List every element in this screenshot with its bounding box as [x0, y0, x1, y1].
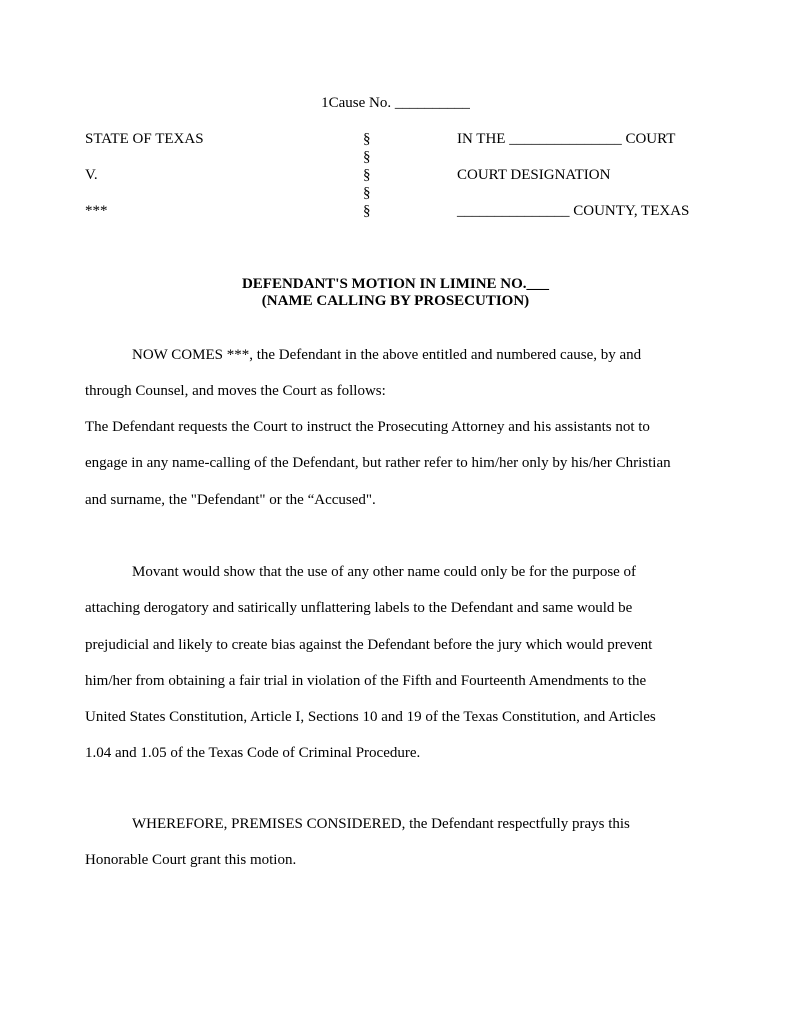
section-mark: § — [363, 149, 371, 165]
paragraph-line: NOW COMES ***, the Defendant in the above entitled and numbered cause, by and — [132, 347, 642, 363]
caption-blank — [85, 148, 325, 166]
paragraph-line: United States Constitution, Article I, Sections 10 and 19 of the Texas Constitution, and Articles — [85, 709, 656, 726]
section-mark: § — [363, 203, 371, 219]
cause-number: 1Cause No. __________ — [321, 95, 470, 111]
paragraph-request — [85, 409, 710, 518]
paragraph-line: prejudicial and likely to create bias against the Defendant before the jury which would prevent — [85, 636, 653, 653]
caption-section-marks — [363, 130, 383, 220]
case-caption — [85, 130, 725, 230]
paragraph-now-comes — [85, 337, 710, 410]
section-mark: § — [363, 167, 371, 183]
caption-state: STATE OF TEXAS — [85, 131, 204, 147]
caption-court-designation: COURT DESIGNATION — [457, 167, 611, 183]
motion-title-line1: DEFENDANT'S MOTION IN LIMINE NO.___ — [241, 276, 550, 292]
caption-county: _______________ COUNTY, TEXAS — [457, 203, 690, 219]
paragraph-line: WHEREFORE, PREMISES CONSIDERED, the Defendant respectfully prays this — [132, 816, 630, 832]
section-mark: § — [363, 185, 371, 201]
paragraph-wherefore — [85, 806, 710, 879]
paragraph-line: him/her from obtaining a fair trial in violation of the Fifth and Fourteenth Amendments to the — [85, 672, 647, 689]
caption-parties — [85, 130, 325, 220]
paragraph-line: The Defendant requests the Court to instruct the Prosecuting Attorney and his assistants not to — [85, 419, 650, 435]
paragraph-line: attaching derogatory and satirically unflattering labels to the Defendant and same would be — [85, 600, 633, 617]
caption-blank — [457, 148, 727, 166]
section-mark: § — [363, 131, 371, 147]
caption-court-name: IN THE _______________ COURT — [457, 131, 676, 147]
paragraph-line: and surname, the "Defendant" or the “Accused". — [85, 491, 376, 508]
caption-defendant: *** — [85, 203, 108, 219]
caption-blank — [457, 184, 727, 202]
paragraph-line: Honorable Court grant this motion. — [85, 852, 297, 869]
motion-title-line2: (NAME CALLING BY PROSECUTION) — [261, 293, 530, 309]
paragraph-line: 1.04 and 1.05 of the Texas Code of Criminal Procedure. — [85, 745, 421, 762]
motion-title — [0, 276, 791, 310]
caption-court — [457, 130, 727, 220]
paragraph-line: engage in any name-calling of the Defendant, but rather refer to him/her only by his/her Christian — [85, 455, 671, 472]
paragraph-line: through Counsel, and moves the Court as follows: — [85, 383, 386, 400]
caption-blank — [85, 184, 325, 202]
paragraph-movant — [85, 554, 710, 772]
paragraph-line: Movant would show that the use of any other name could only be for the purpose of — [132, 564, 637, 580]
caption-versus: V. — [85, 167, 98, 183]
